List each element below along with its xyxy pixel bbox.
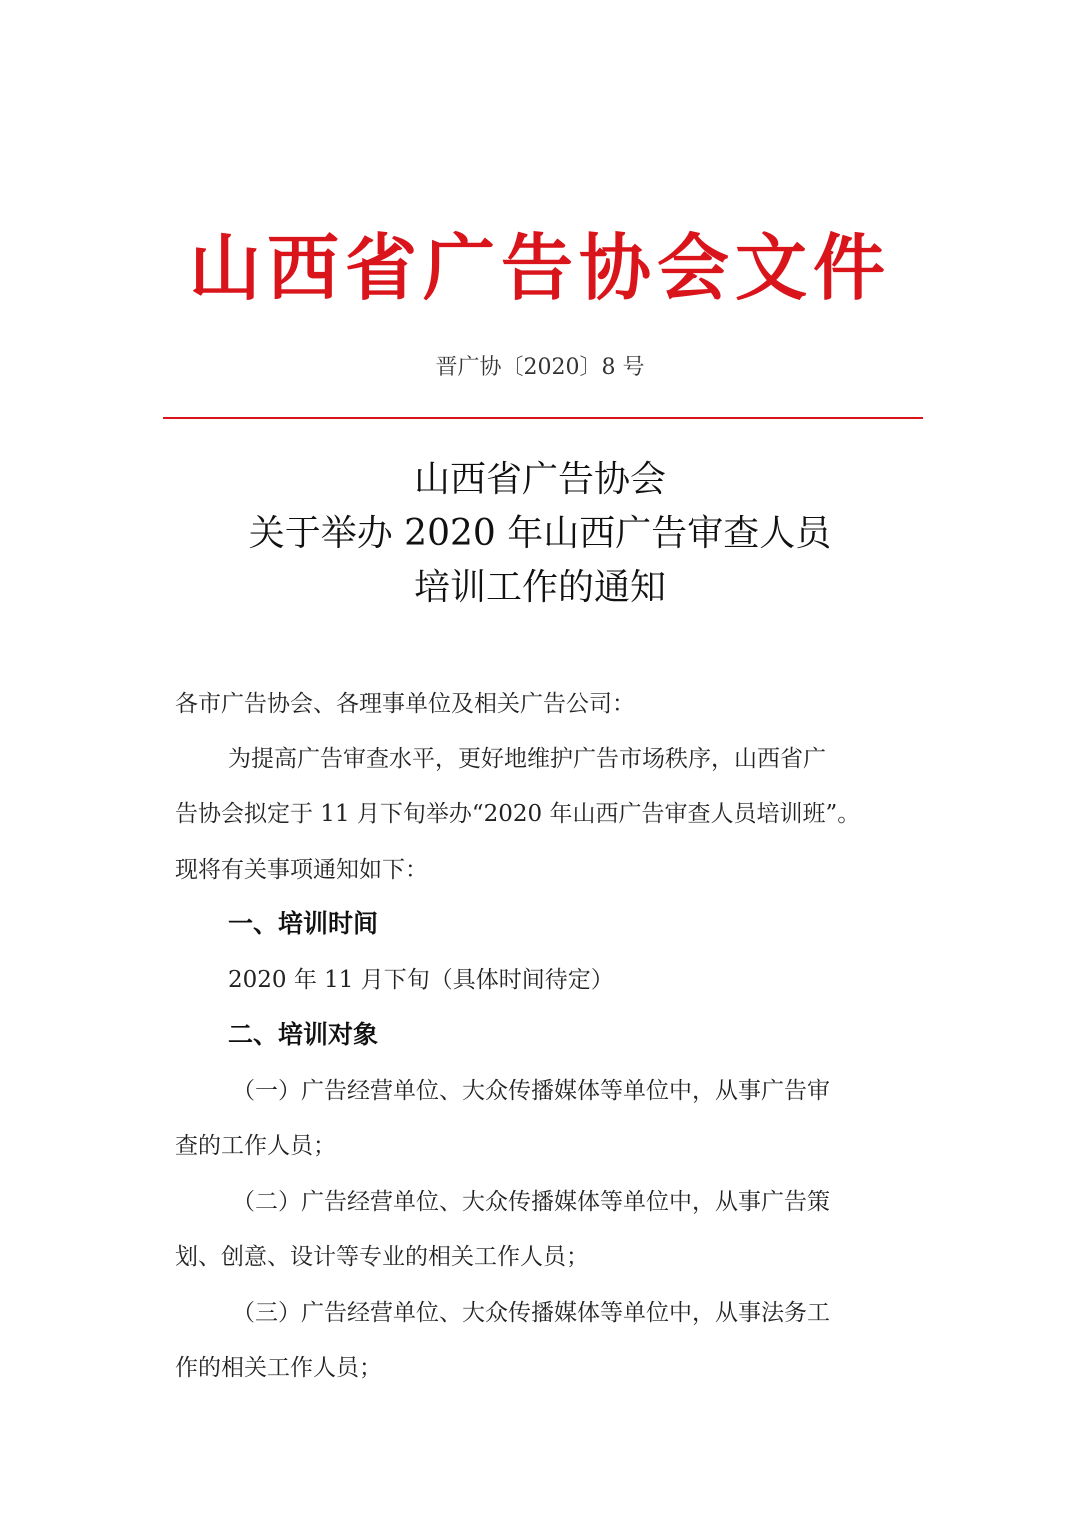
item-2-line-1: （二）广告经营单位、大众传播媒体等单位中，从事广告策 [232,1189,830,1215]
item-3-line-1: （三）广告经营单位、大众传播媒体等单位中，从事法务工 [232,1300,830,1326]
salutation: 各市广告协会、各理事单位及相关广告公司： [175,691,635,717]
intro-line-2: 告协会拟定于 11 月下旬举办“2020 年山西广告审查人员培训班”。 [175,801,861,827]
title-line-1: 山西省广告协会 [413,459,666,500]
title-line-2: 关于举办 2020 年山西广告审查人员 [248,513,832,554]
section-2-heading: 二、培训对象 [228,1020,379,1049]
item-1-line-1: （一）广告经营单位、大众传播媒体等单位中，从事广告审 [232,1078,830,1104]
red-divider [163,417,923,419]
item-3-line-2: 作的相关工作人员； [175,1355,382,1381]
title-line-3: 培训工作的通知 [413,567,666,608]
letterhead-title: 山西省广告协会文件 [188,226,891,310]
section-1-heading: 一、培训时间 [228,909,379,938]
document-number: 晋广协〔2020〕8 号 [435,355,645,380]
section-1-text: 2020 年 11 月下旬（具体时间待定） [228,967,614,993]
item-2-line-2: 划、创意、设计等专业的相关工作人员； [175,1244,589,1270]
item-1-line-2: 查的工作人员； [175,1133,336,1159]
intro-line-3: 现将有关事项通知如下： [175,857,428,883]
notice-title [0,453,1080,615]
intro-line-1: 为提高广告审查水平，更好地维护广告市场秩序，山西省广 [228,746,826,772]
